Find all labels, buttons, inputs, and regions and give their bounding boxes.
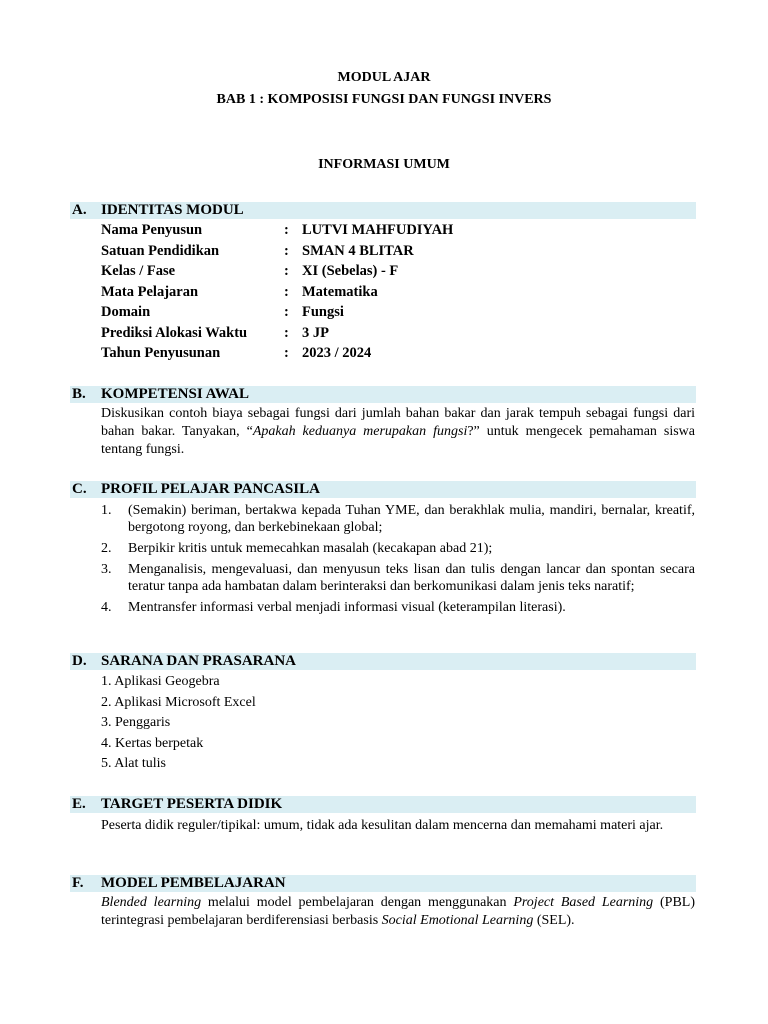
identity-colon: : <box>284 304 289 320</box>
identity-value: Matematika <box>302 283 378 300</box>
list-item-number: 4. <box>101 600 112 615</box>
section-f-header <box>70 875 696 892</box>
list-item-text: Mentransfer informasi verbal menjadi informasi visual (keterampilan literasi). <box>128 600 566 615</box>
identity-label: Tahun Penyusunan <box>101 345 221 361</box>
list-item: 3. Penggaris <box>101 715 171 730</box>
section-e-title: TARGET PESERTA DIDIK <box>101 796 283 812</box>
section-b-title: KOMPETENSI AWAL <box>101 386 249 402</box>
identity-label: Domain <box>101 304 151 320</box>
section-f-text-2: (PBL) terintegrasi pembelajaran berdiferensiasi berbasis <box>101 895 695 928</box>
list-item <box>101 540 695 557</box>
section-c-header <box>70 481 696 498</box>
section-d-letter: D. <box>72 653 87 669</box>
section-f-letter: F. <box>72 875 84 891</box>
section-f-text-1: melalui model pembelajaran dengan menggunakan <box>201 895 514 910</box>
identity-label: Nama Penyusun <box>101 222 203 238</box>
identity-label: Satuan Pendidikan <box>101 242 220 259</box>
section-f-title: MODEL PEMBELAJARAN <box>101 875 286 891</box>
identity-value: LUTVI MAHFUDIYAH <box>302 222 454 238</box>
section-b-text-1: Diskusikan contoh biaya sebagai fungsi dari jumlah bahan bakar dan jarak tempuh sebagai fungsi dari bahan bakar. Tanyakan, “ <box>101 406 695 439</box>
list-item: 1. Aplikasi Geogebra <box>101 674 220 689</box>
identity-colon: : <box>284 345 289 361</box>
list-item-text: Menganalisis, mengevaluasi, dan menyusun teks lisan dan tulis dengan lancar dan spontan secara teratur tanpa ada hambatan dalam berinteraksi dan berkomunikasi dalam jenis teks naratif; <box>128 562 695 594</box>
identity-label: Kelas / Fase <box>101 263 176 279</box>
facilities-list <box>101 672 256 775</box>
list-item <box>101 599 695 616</box>
section-a-letter: A. <box>72 202 87 218</box>
identity-value: 3 JP <box>302 324 329 341</box>
identity-value: XI (Sebelas) - F <box>302 263 399 279</box>
section-e-letter: E. <box>72 796 86 812</box>
identity-colon: : <box>284 324 289 341</box>
identity-label: Prediksi Alokasi Waktu <box>101 324 248 341</box>
identity-value: 2023 / 2024 <box>302 345 372 361</box>
list-item: 5. Alat tulis <box>101 756 166 771</box>
identity-colon: : <box>284 222 289 238</box>
profile-list <box>101 502 695 620</box>
section-f-text-3: (SEL). <box>533 913 575 928</box>
doc-title: MODUL AJAR <box>337 70 431 85</box>
identity-value: SMAN 4 BLITAR <box>302 242 414 259</box>
section-f-paragraph <box>101 894 695 930</box>
list-item <box>101 561 695 595</box>
section-f-italic-1: Blended learning <box>101 895 202 910</box>
section-e-paragraph: Peserta didik reguler/tipikal: umum, tidak ada kesulitan dalam mencerna dan memahami materi ajar. <box>101 818 664 833</box>
doc-subtitle: BAB 1 : KOMPOSISI FUNGSI DAN FUNGSI INVERS <box>216 92 552 107</box>
identity-colon: : <box>284 242 289 259</box>
section-b-text-2: ?” untuk mengecek pemahaman siswa tentang fungsi. <box>101 424 696 457</box>
list-item-number: 1. <box>101 503 112 518</box>
section-b-paragraph <box>101 405 695 459</box>
list-item-text: Berpikir kritis untuk memecahkan masalah (kecakapan abad 21); <box>128 541 493 556</box>
section-f-italic-3: Social Emotional Learning <box>381 913 534 928</box>
list-item: 4. Kertas berpetak <box>101 735 204 751</box>
identity-colon: : <box>284 263 289 279</box>
identity-label: Mata Pelajaran <box>101 283 199 300</box>
doc-section-heading: INFORMASI UMUM <box>318 157 450 172</box>
section-c-letter: C. <box>72 481 87 497</box>
section-d-header <box>70 653 696 670</box>
list-item-text: (Semakin) beriman, bertakwa kepada Tuhan YME, dan berakhlak mulia, mandiri, bernalar, kreatif, bergotong royong, dan berkebinekaan global; <box>128 503 695 535</box>
section-a-header <box>70 202 696 219</box>
section-d-title: SARANA DAN PRASARANA <box>101 653 297 669</box>
list-item <box>101 502 695 536</box>
list-item-number: 3. <box>101 562 112 577</box>
identity-colon: : <box>284 283 289 300</box>
section-a-title: IDENTITAS MODUL <box>101 202 244 218</box>
section-c-title: PROFIL PELAJAR PANCASILA <box>101 481 320 497</box>
list-item-number: 2. <box>101 541 112 556</box>
section-f-italic-2: Project Based Learning <box>513 895 654 910</box>
section-b-text-italic: Apakah keduanya merupakan fungsi <box>252 424 468 439</box>
section-b-letter: B. <box>72 386 86 402</box>
identity-value: Fungsi <box>302 304 344 320</box>
section-b-header <box>70 386 696 403</box>
list-item: 2. Aplikasi Microsoft Excel <box>101 694 256 710</box>
section-e-header <box>70 796 696 813</box>
